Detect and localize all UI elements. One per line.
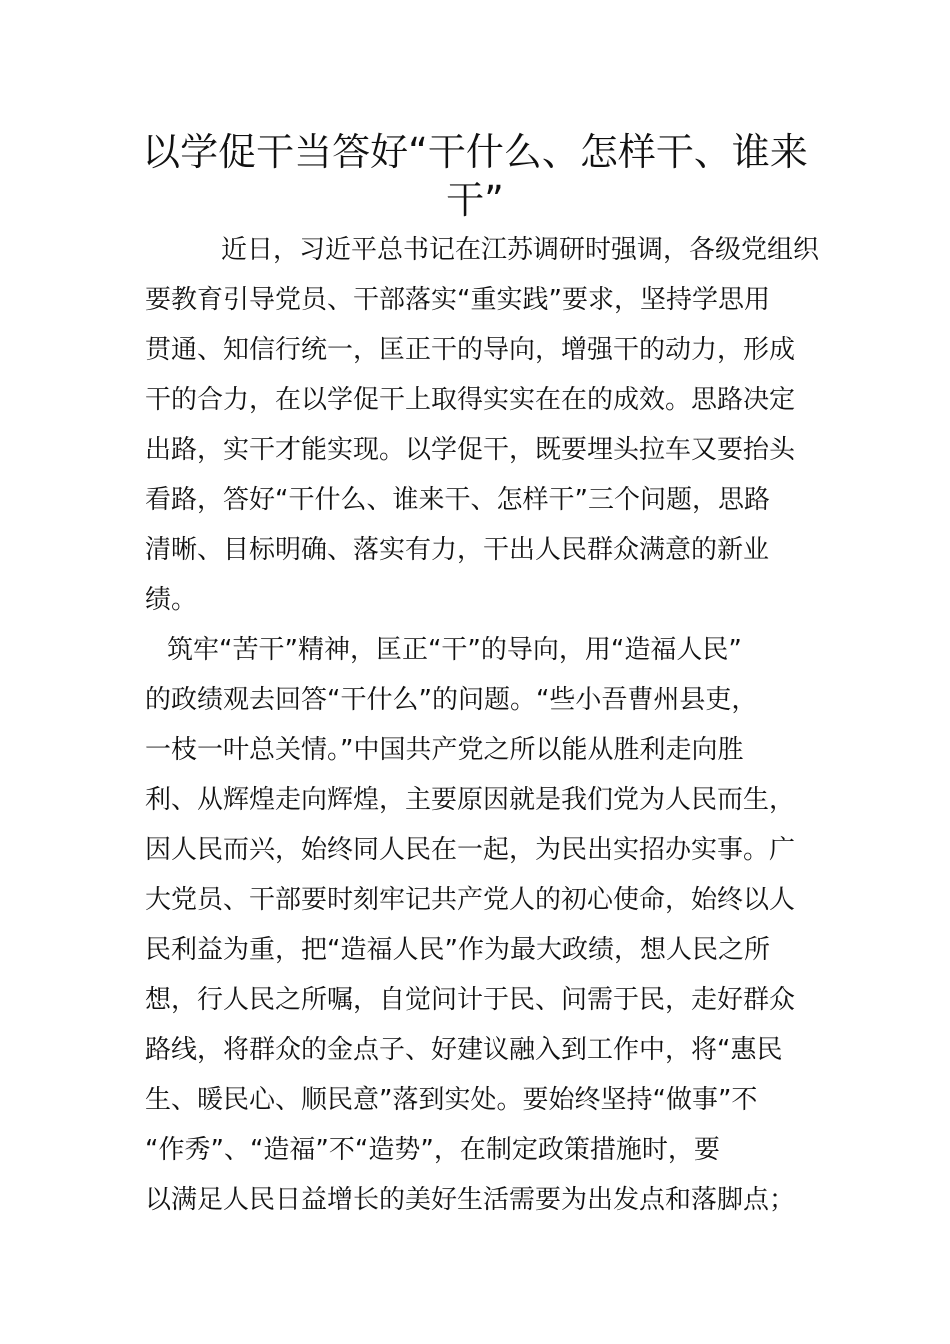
paragraph-line: 干的合力，在以学促干上取得实实在在的成效。思路决定 bbox=[145, 385, 796, 415]
paragraph-1 bbox=[145, 225, 820, 625]
paragraph-line: 贯通、知信行统一，匡正干的导向，增强干的动力，形成 bbox=[145, 335, 796, 365]
paragraph-line: 的政绩观去回答“干什么”的问题。“些小吾曹州县吏， bbox=[145, 685, 758, 715]
paragraph-line: 筑牢“苦干”精神，匡正“干”的导向，用“造福人民” bbox=[167, 635, 742, 665]
paragraph-line: 要教育引导党员、干部落实“重实践”要求，坚持学思用 bbox=[145, 285, 770, 315]
paragraph-line: 生、暖民心、顺民意”落到实处。要始终坚持“做事”不 bbox=[145, 1085, 758, 1115]
paragraph-line: 近日，习近平总书记在江苏调研时强调，各级党组织 bbox=[221, 235, 820, 265]
paragraph-line: 绩。 bbox=[145, 585, 198, 615]
title-line: 干” bbox=[446, 178, 504, 222]
paragraph-line: 因人民而兴，始终同人民在一起，为民出实招办实事。广 bbox=[145, 835, 796, 865]
paragraph-line: 想，行人民之所嘱，自觉问计于民、问需于民，走好群众 bbox=[145, 985, 796, 1015]
paragraph-line: 清晰、目标明确、落实有力，干出人民群众满意的新业 bbox=[145, 535, 770, 565]
paragraph-line: 利、从辉煌走向辉煌，主要原因就是我们党为人民而生， bbox=[145, 785, 796, 815]
paragraph-line: 出路，实干才能实现。以学促干，既要埋头拉车又要抬头 bbox=[145, 435, 796, 465]
paragraph-2 bbox=[145, 625, 810, 1225]
paragraph-line: 一枝一叶总关情。”中国共产党之所以能从胜利走向胜 bbox=[145, 735, 744, 765]
document-title bbox=[140, 128, 810, 224]
document-body bbox=[145, 225, 820, 1225]
paragraph-line: 看路，答好“干什么、谁来干、怎样干”三个问题，思路 bbox=[145, 485, 770, 515]
paragraph-line: 以满足人民日益增长的美好生活需要为出发点和落脚点； bbox=[145, 1185, 796, 1215]
paragraph-line: 路线，将群众的金点子、好建议融入到工作中，将“惠民 bbox=[145, 1035, 783, 1065]
paragraph-line: 民利益为重，把“造福人民”作为最大政绩，想人民之所 bbox=[145, 935, 770, 965]
paragraph-line: 大党员、干部要时刻牢记共产党人的初心使命，始终以人 bbox=[145, 885, 796, 915]
paragraph-line: “作秀”、“造福”不“造势”，在制定政策措施时，要 bbox=[145, 1135, 720, 1165]
title-line: 以学促干当答好“干什么、怎样干、谁来 bbox=[142, 130, 808, 174]
